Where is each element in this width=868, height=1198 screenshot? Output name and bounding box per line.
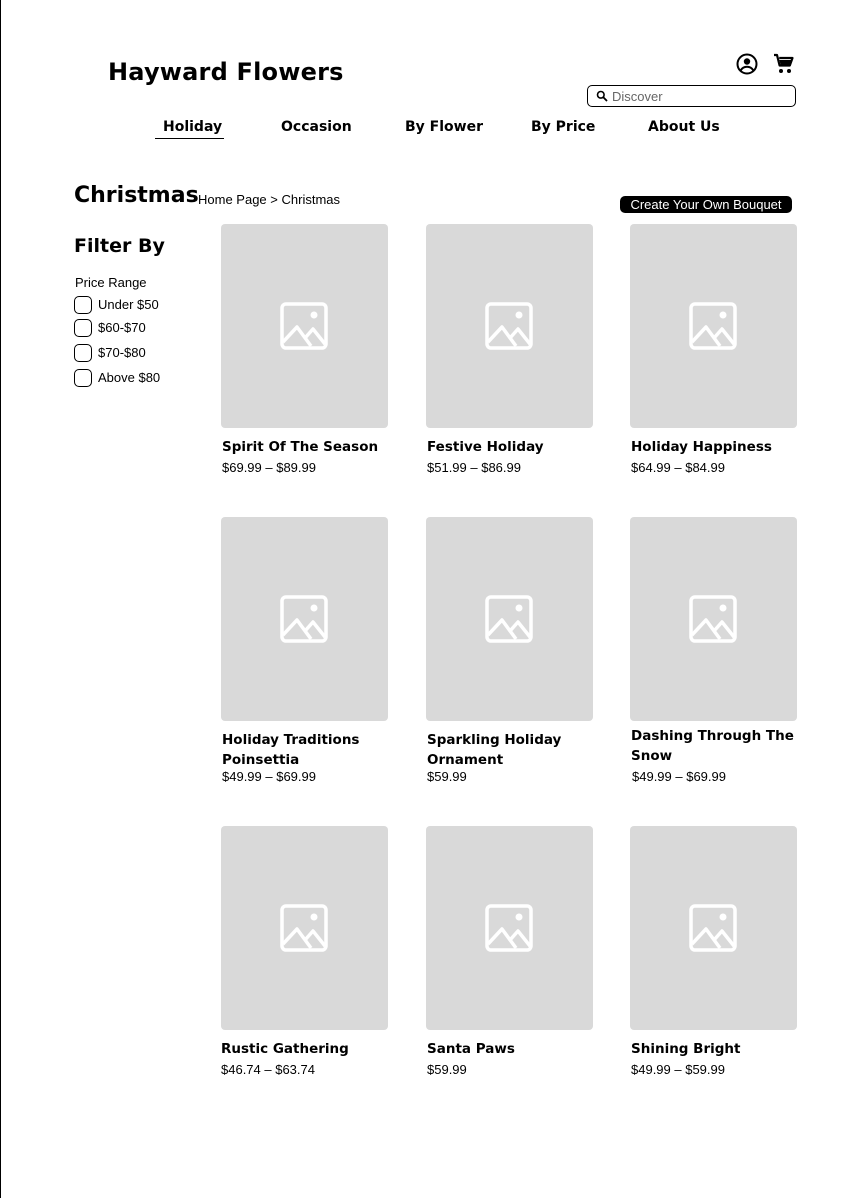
breadcrumb (198, 192, 340, 207)
nav-item-by-price[interactable]: By Price (531, 119, 596, 135)
breadcrumb-current: Christmas (281, 192, 341, 207)
image-placeholder-icon (280, 904, 328, 952)
product-image-placeholder[interactable] (221, 224, 388, 428)
product-name[interactable]: Festive Holiday (427, 439, 544, 455)
product-image-placeholder[interactable] (426, 224, 593, 428)
checkbox[interactable] (74, 296, 92, 314)
page-title: Christmas (74, 183, 199, 208)
product-price: $64.99 – $84.99 (631, 460, 725, 475)
image-placeholder-icon (689, 302, 737, 350)
product-price: $69.99 – $89.99 (222, 460, 316, 475)
product-image-placeholder[interactable] (426, 517, 593, 721)
shopping-cart-icon[interactable] (772, 52, 796, 76)
checkbox[interactable] (74, 344, 92, 362)
product-name[interactable]: Santa Paws (427, 1041, 515, 1057)
product-image-placeholder[interactable] (630, 826, 797, 1030)
breadcrumb-home-link[interactable]: Home Page (198, 192, 267, 207)
product-image-placeholder[interactable] (630, 517, 797, 721)
image-placeholder-icon (689, 595, 737, 643)
product-name[interactable]: Dashing Through The Snow (631, 728, 794, 764)
nav-item-about-us[interactable]: About Us (648, 119, 720, 135)
filter-option-label: $70-$80 (98, 345, 146, 360)
product-name[interactable]: Sparkling Holiday Ornament (427, 732, 562, 768)
image-placeholder-icon (485, 904, 533, 952)
nav-item-holiday[interactable]: Holiday (163, 119, 223, 135)
image-placeholder-icon (689, 904, 737, 952)
product-price: $49.99 – $59.99 (631, 1062, 725, 1077)
product-price: $59.99 (427, 769, 467, 784)
checkbox[interactable] (74, 369, 92, 387)
filter-option-label: Above $80 (98, 370, 161, 385)
product-price: $46.74 – $63.74 (221, 1062, 315, 1077)
product-name[interactable]: Shining Bright (631, 1041, 741, 1057)
image-placeholder-icon (485, 595, 533, 643)
price-range-label: Price Range (75, 275, 147, 290)
product-price: $49.99 – $69.99 (632, 769, 726, 784)
image-placeholder-icon (280, 595, 328, 643)
create-bouquet-button[interactable]: Create Your Own Bouquet (620, 196, 792, 213)
product-image-placeholder[interactable] (221, 826, 388, 1030)
filter-title: Filter By (74, 235, 165, 257)
search-input[interactable] (612, 86, 790, 106)
product-price: $51.99 – $86.99 (427, 460, 521, 475)
product-name[interactable]: Holiday Traditions Poinsettia (222, 732, 360, 768)
checkbox[interactable] (74, 319, 92, 337)
product-name[interactable]: Spirit Of The Season (222, 439, 379, 455)
product-price: $59.99 (427, 1062, 467, 1077)
product-price: $49.99 – $69.99 (222, 769, 316, 784)
image-placeholder-icon (280, 302, 328, 350)
product-image-placeholder[interactable] (221, 517, 388, 721)
image-placeholder-icon (485, 302, 533, 350)
search-icon (596, 90, 608, 102)
product-image-placeholder[interactable] (630, 224, 797, 428)
product-name[interactable]: Rustic Gathering (221, 1041, 349, 1057)
nav-item-by-flower[interactable]: By Flower (405, 119, 483, 135)
product-name[interactable]: Holiday Happiness (631, 439, 772, 455)
account-icon[interactable] (735, 52, 759, 76)
filter-option-label: $60-$70 (98, 320, 146, 335)
brand-logo[interactable]: Hayward Flowers (108, 58, 344, 86)
nav-active-underline (155, 138, 224, 139)
page-border (0, 0, 1, 1198)
product-image-placeholder[interactable] (426, 826, 593, 1030)
breadcrumb-separator: > (270, 192, 278, 207)
search-bar[interactable] (587, 85, 796, 107)
nav-item-occasion[interactable]: Occasion (281, 119, 352, 135)
filter-option-label: Under $50 (98, 297, 159, 312)
